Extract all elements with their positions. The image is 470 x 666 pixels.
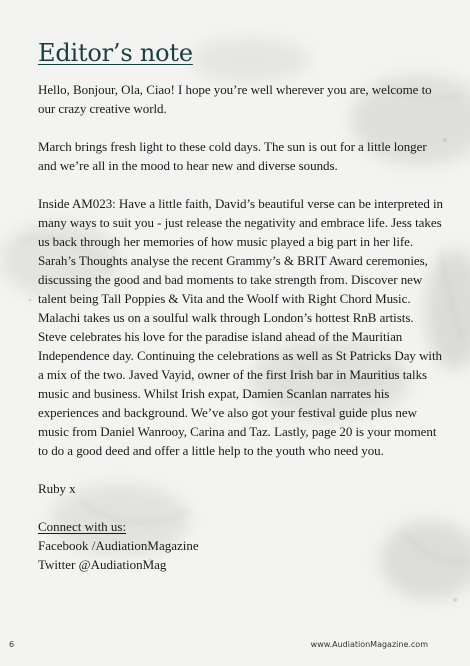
connect-heading: Connect with us:	[38, 519, 127, 534]
website-link[interactable]: www.AudiationMagazine.com	[310, 640, 428, 649]
twitter-link[interactable]: Twitter @AudiationMag	[38, 557, 167, 572]
connect-section	[38, 517, 444, 574]
page-number: 6	[9, 640, 15, 649]
intro-paragraph: March brings fresh light to these cold days. The sun is out for a little longer and we’re all in the mood to hear new and diverse sounds.	[38, 139, 427, 173]
signature-paragraph: Ruby x	[38, 481, 76, 496]
facebook-link[interactable]: Facebook /AudiationMagazine	[38, 538, 199, 553]
page-title: Editor’s note	[38, 39, 193, 67]
editors-note-page	[38, 38, 444, 574]
greeting-paragraph: Hello, Bonjour, Ola, Ciao! I hope you’re well wherever you are, welcome to our crazy creative world.	[38, 82, 432, 116]
contents-paragraph: Inside AM023: Have a little faith, David’s beautiful verse can be interpreted in many ways to suit you - just release the negativity and embrace life. Jess takes us back through her memories of how music played a big part in her life. Sarah’s Thoughts analyse the recent Grammy’s & BRIT Award ceremonies, discussing the good and bad moments to take strength from. Discover new talent being Tall Poppies & Vita and the Woolf with Right Chord Music. Malachi takes us on a soulful walk through London’s hottest RnB artists. Steve celebrates his love for the paradise island ahead of the Mauritian Independence day. Continuing the celebrations as well as St Patricks Day with a mix of the two. Javed Vayid, owner of the first Irish bar in Mauritius talks music and business. Whilst Irish expat, Damien Scanlan narrates his experiences and background. We’ve also got your festival guide plus new music from Daniel Wanrooy, Carina and Taz. Lastly, page 20 is your moment to do a good deed and offer a little help to the youth who need you.	[38, 196, 444, 458]
